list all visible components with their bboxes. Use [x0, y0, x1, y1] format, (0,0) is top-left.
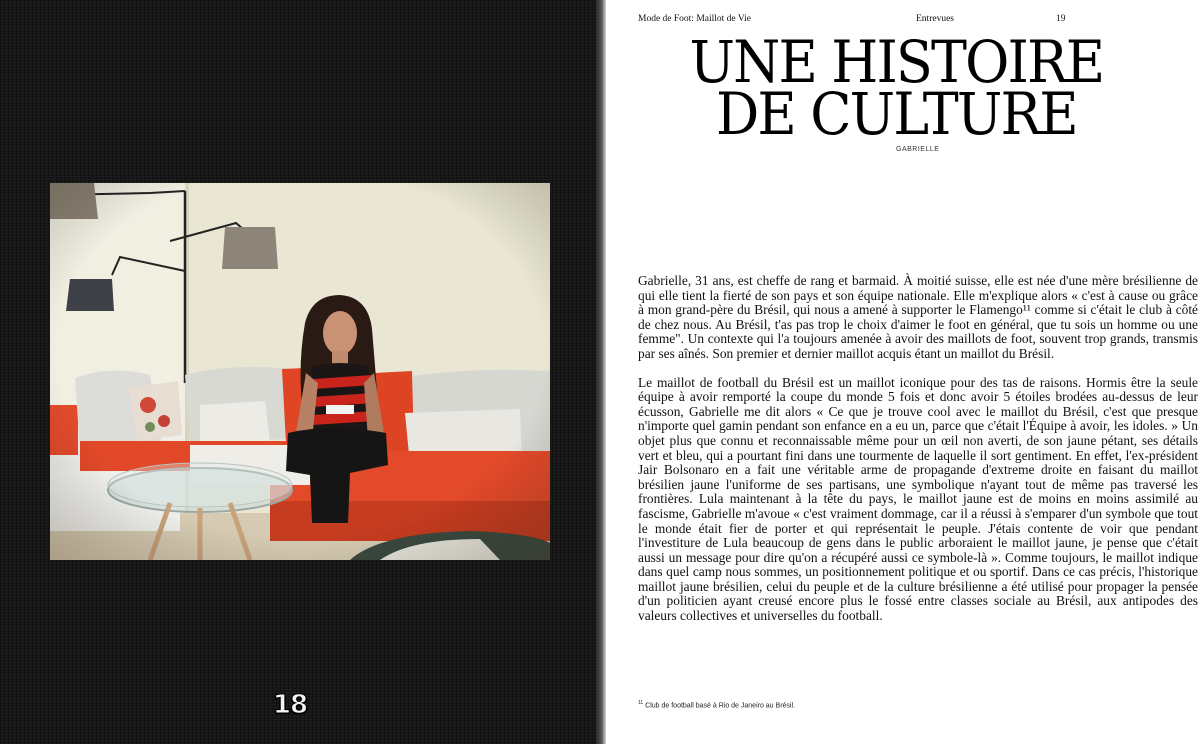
- footnote-text: Club de football basé à Rio de Janeiro au Brésil.: [645, 702, 795, 710]
- footnote-marker: 11: [638, 700, 644, 706]
- article-title-line-1: UNE HISTOIRE: [689, 28, 1104, 96]
- body-paragraph-2: Le maillot de football du Brésil est un maillot iconique pour des tas de raisons. Hormis être la seule équipe à avoir remporté la coupe du monde 5 fois et donc avoir 5 étoiles brodées au-dessus de leur écusson, Gabrielle me dit alors « Ce que je trouve cool avec le maillot du Brésil, c'est que presque n'importe quel gamin pendant son enfance en a eu un, parce que c'était l'Équipe à avoir, les idoles. » Un objet plus que connu et reconnaissable même pour un œil non averti, de son jaune pétant, ses détails vert et bleu, qui a pourtant fini dans une tourmente de laquelle il sort gentiment. En effet, l'ex-président Jair Bolsonaro en a fait une véritable arme de propagande d'extreme droite en faisant du maillot brésilien jaune l'uniforme de ses partisans, une symbolique n'ayant tout de même pas traversé les frontières. Lula maintenant à la tête du pays, le maillot jaune est de moins en moins assimilé au fascisme, Gabrielle m'avoue « c'est vraiment dommage, car il a réussi à s'emparer d'un symbole que tout le monde était fier de porter et qui représentait le peuple. J'étais contente de voir que pendant l'investiture de Lula beaucoup de gens dans le public arboraient le maillot jaune, je pense que c'était aussi un message pour dire qu'on a récupéré aussi ce symbole-là ». Comme toujours, le maillot indique dans quel camp nous sommes, un positionnement politique et ou sportif. Dans ce cas précis, l'historique maillot jaune brésilien, celui du peuple et de la culture brésilienne a été utilisé pour propager la pensée d'un politicien ayant creusé encore plus le fossé entre classes sociale au Brésil, aux antipodes des valeurs collectives et universelles du football.: [638, 374, 1198, 624]
- article-title: [636, 28, 1157, 148]
- running-head-publication: Mode de Foot: Maillot de Vie: [638, 14, 751, 24]
- article-title-line-2: DE CULTURE: [716, 80, 1077, 148]
- running-head-section: Entrevues: [916, 14, 954, 24]
- interview-photo: [50, 183, 550, 560]
- page-number-right: 19: [1056, 14, 1066, 24]
- right-page: [606, 0, 1200, 744]
- page-number-left: 18: [272, 690, 308, 720]
- body-paragraph-1: Gabrielle, 31 ans, est cheffe de rang et barmaid. À moitié suisse, elle est née d'une mère brésilienne de qui elle tient la fierté de son pays et son équipe nationale. Elle m'explique alors « c'est à cause ou grâce à mon grand-père du Brésil, qui nous a amené à supporter le Flamengo¹¹ comme si c'était le club à côté de chez nous. Au Brésil, t'as pas trop le choix d'aimer le foot en général, que tu sois un homme ou une femme". Un contexte qui l'a toujours amenée à avoir des maillots de foot, souvent trop grands, transmis par ses aînés. Son premier et dernier maillot acquis étant un maillot du Brésil.: [638, 273, 1198, 361]
- article-body: [638, 274, 1198, 638]
- author-name: GABRIELLE: [896, 146, 940, 153]
- footnote: [638, 700, 795, 709]
